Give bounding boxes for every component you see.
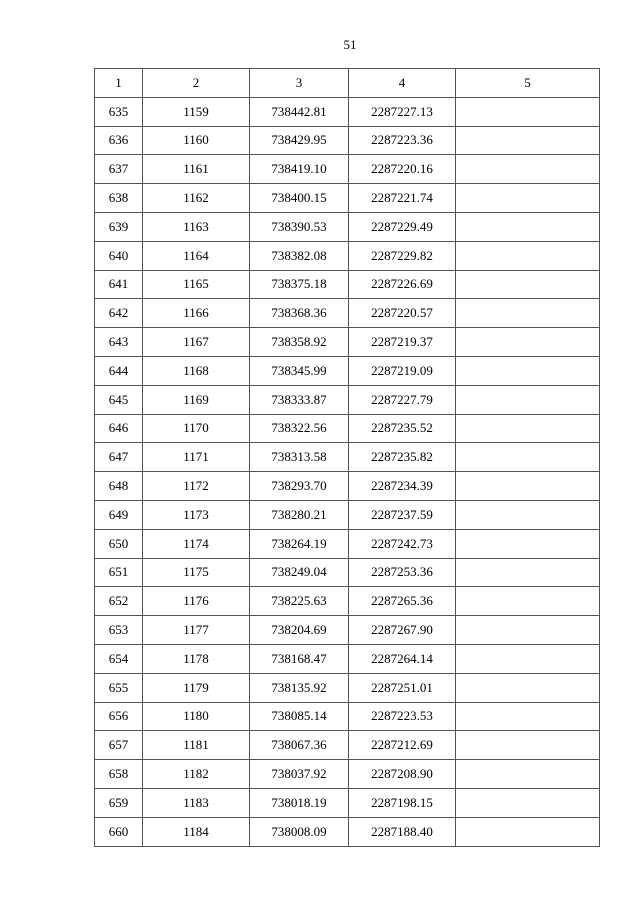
table-cell: 1160	[143, 126, 250, 155]
table-cell: 1180	[143, 702, 250, 731]
table-cell: 738135.92	[250, 673, 349, 702]
table-cell: 656	[95, 702, 143, 731]
table-cell	[456, 529, 600, 558]
table-row	[95, 126, 600, 155]
table-cell: 2287219.37	[349, 328, 456, 357]
table-row	[95, 155, 600, 184]
table-cell: 636	[95, 126, 143, 155]
table-cell: 647	[95, 443, 143, 472]
table-cell: 651	[95, 558, 143, 587]
table-cell: 738390.53	[250, 212, 349, 241]
table-cell: 2287220.57	[349, 299, 456, 328]
table-cell	[456, 760, 600, 789]
table-row	[95, 184, 600, 213]
table-cell: 1179	[143, 673, 250, 702]
table-cell: 2287253.36	[349, 558, 456, 587]
table-cell: 738375.18	[250, 270, 349, 299]
table-cell	[456, 587, 600, 616]
table-cell: 650	[95, 529, 143, 558]
table-cell: 738442.81	[250, 97, 349, 126]
table-cell: 640	[95, 241, 143, 270]
table-cell: 2287198.15	[349, 788, 456, 817]
table-body	[95, 97, 600, 846]
table-cell: 738264.19	[250, 529, 349, 558]
table-cell: 738293.70	[250, 472, 349, 501]
table-cell: 2287208.90	[349, 760, 456, 789]
table-row	[95, 529, 600, 558]
table-cell	[456, 385, 600, 414]
column-header: 5	[456, 69, 600, 98]
table-row	[95, 616, 600, 645]
table-cell: 738345.99	[250, 356, 349, 385]
table-cell: 1177	[143, 616, 250, 645]
table-cell: 2287234.39	[349, 472, 456, 501]
table-cell	[456, 472, 600, 501]
table-cell: 738085.14	[250, 702, 349, 731]
table-cell: 2287267.90	[349, 616, 456, 645]
column-header: 3	[250, 69, 349, 98]
table-cell	[456, 558, 600, 587]
table-cell: 738168.47	[250, 644, 349, 673]
table-cell	[456, 184, 600, 213]
table-cell: 738313.58	[250, 443, 349, 472]
table-cell: 2287223.36	[349, 126, 456, 155]
table-cell: 1166	[143, 299, 250, 328]
table-cell: 2287235.82	[349, 443, 456, 472]
table-cell: 659	[95, 788, 143, 817]
table-cell	[456, 97, 600, 126]
table-row	[95, 587, 600, 616]
table-row	[95, 385, 600, 414]
table-cell: 2287212.69	[349, 731, 456, 760]
table-cell: 738018.19	[250, 788, 349, 817]
table-cell: 660	[95, 817, 143, 846]
table-cell: 653	[95, 616, 143, 645]
table-cell: 1167	[143, 328, 250, 357]
table-cell	[456, 299, 600, 328]
table-cell: 2287235.52	[349, 414, 456, 443]
table-row	[95, 414, 600, 443]
table-row	[95, 356, 600, 385]
table-cell: 2287229.82	[349, 241, 456, 270]
table-cell: 2287237.59	[349, 500, 456, 529]
table-cell: 639	[95, 212, 143, 241]
table-cell: 2287227.13	[349, 97, 456, 126]
table-cell	[456, 126, 600, 155]
table-row	[95, 97, 600, 126]
table-row	[95, 760, 600, 789]
table-cell: 1168	[143, 356, 250, 385]
table-cell: 738225.63	[250, 587, 349, 616]
table-cell: 738322.56	[250, 414, 349, 443]
page-number: 51	[343, 37, 357, 52]
table-cell: 1173	[143, 500, 250, 529]
table-row	[95, 212, 600, 241]
table-cell	[456, 788, 600, 817]
table-cell: 2287265.36	[349, 587, 456, 616]
table-cell: 1171	[143, 443, 250, 472]
table-cell: 1164	[143, 241, 250, 270]
column-header: 1	[95, 69, 143, 98]
table-row	[95, 328, 600, 357]
table-row	[95, 241, 600, 270]
table-cell: 654	[95, 644, 143, 673]
table-cell: 738204.69	[250, 616, 349, 645]
table-cell: 2287264.14	[349, 644, 456, 673]
table-cell	[456, 500, 600, 529]
table-cell: 1175	[143, 558, 250, 587]
table-cell: 648	[95, 472, 143, 501]
column-header: 2	[143, 69, 250, 98]
table-row	[95, 270, 600, 299]
column-header: 4	[349, 69, 456, 98]
table-cell: 637	[95, 155, 143, 184]
table-cell: 1163	[143, 212, 250, 241]
table-cell: 738358.92	[250, 328, 349, 357]
table-cell: 2287251.01	[349, 673, 456, 702]
table-cell: 738249.04	[250, 558, 349, 587]
table-cell: 652	[95, 587, 143, 616]
table-cell: 738333.87	[250, 385, 349, 414]
table-cell	[456, 414, 600, 443]
table-cell: 738400.15	[250, 184, 349, 213]
table-cell	[456, 673, 600, 702]
table-cell: 738368.36	[250, 299, 349, 328]
table-cell: 2287188.40	[349, 817, 456, 846]
table-cell: 1162	[143, 184, 250, 213]
table-cell	[456, 328, 600, 357]
table-cell: 1178	[143, 644, 250, 673]
table-cell: 2287220.16	[349, 155, 456, 184]
table-cell: 643	[95, 328, 143, 357]
table-cell: 649	[95, 500, 143, 529]
table-row	[95, 644, 600, 673]
table-cell: 1169	[143, 385, 250, 414]
table-cell: 1165	[143, 270, 250, 299]
table-cell: 638	[95, 184, 143, 213]
table-cell: 658	[95, 760, 143, 789]
table-header-row	[95, 69, 600, 98]
table-cell: 1174	[143, 529, 250, 558]
table-cell: 738429.95	[250, 126, 349, 155]
table-cell: 1184	[143, 817, 250, 846]
table-cell: 2287229.49	[349, 212, 456, 241]
table-cell	[456, 817, 600, 846]
table-cell: 2287219.09	[349, 356, 456, 385]
table-cell	[456, 702, 600, 731]
table-cell: 657	[95, 731, 143, 760]
table-cell	[456, 155, 600, 184]
table-row	[95, 472, 600, 501]
table-cell: 738008.09	[250, 817, 349, 846]
table-row	[95, 817, 600, 846]
table-row	[95, 299, 600, 328]
table-cell	[456, 616, 600, 645]
table-row	[95, 558, 600, 587]
table-cell	[456, 731, 600, 760]
table-cell	[456, 644, 600, 673]
table-cell: 1176	[143, 587, 250, 616]
table-cell: 738382.08	[250, 241, 349, 270]
table-cell: 646	[95, 414, 143, 443]
table-cell: 1159	[143, 97, 250, 126]
table-cell	[456, 212, 600, 241]
table-cell: 1170	[143, 414, 250, 443]
table-row	[95, 500, 600, 529]
table-cell: 644	[95, 356, 143, 385]
table-row	[95, 702, 600, 731]
table-row	[95, 788, 600, 817]
table-cell: 2287227.79	[349, 385, 456, 414]
table-cell: 1183	[143, 788, 250, 817]
table-cell: 1161	[143, 155, 250, 184]
table-row	[95, 673, 600, 702]
table-cell: 738037.92	[250, 760, 349, 789]
table-cell: 2287221.74	[349, 184, 456, 213]
table-cell: 1181	[143, 731, 250, 760]
table-cell: 738419.10	[250, 155, 349, 184]
table-cell	[456, 270, 600, 299]
table-row	[95, 443, 600, 472]
table-cell: 1182	[143, 760, 250, 789]
table-cell: 2287223.53	[349, 702, 456, 731]
table-cell: 2287242.73	[349, 529, 456, 558]
table-cell: 645	[95, 385, 143, 414]
table-cell	[456, 443, 600, 472]
table-cell: 1172	[143, 472, 250, 501]
table-cell: 738280.21	[250, 500, 349, 529]
table-cell	[456, 356, 600, 385]
table-cell: 738067.36	[250, 731, 349, 760]
table-cell	[456, 241, 600, 270]
coordinates-table	[94, 68, 600, 847]
table-cell: 642	[95, 299, 143, 328]
table-cell: 655	[95, 673, 143, 702]
table-row	[95, 731, 600, 760]
table-cell: 641	[95, 270, 143, 299]
table-cell: 2287226.69	[349, 270, 456, 299]
table-cell: 635	[95, 97, 143, 126]
